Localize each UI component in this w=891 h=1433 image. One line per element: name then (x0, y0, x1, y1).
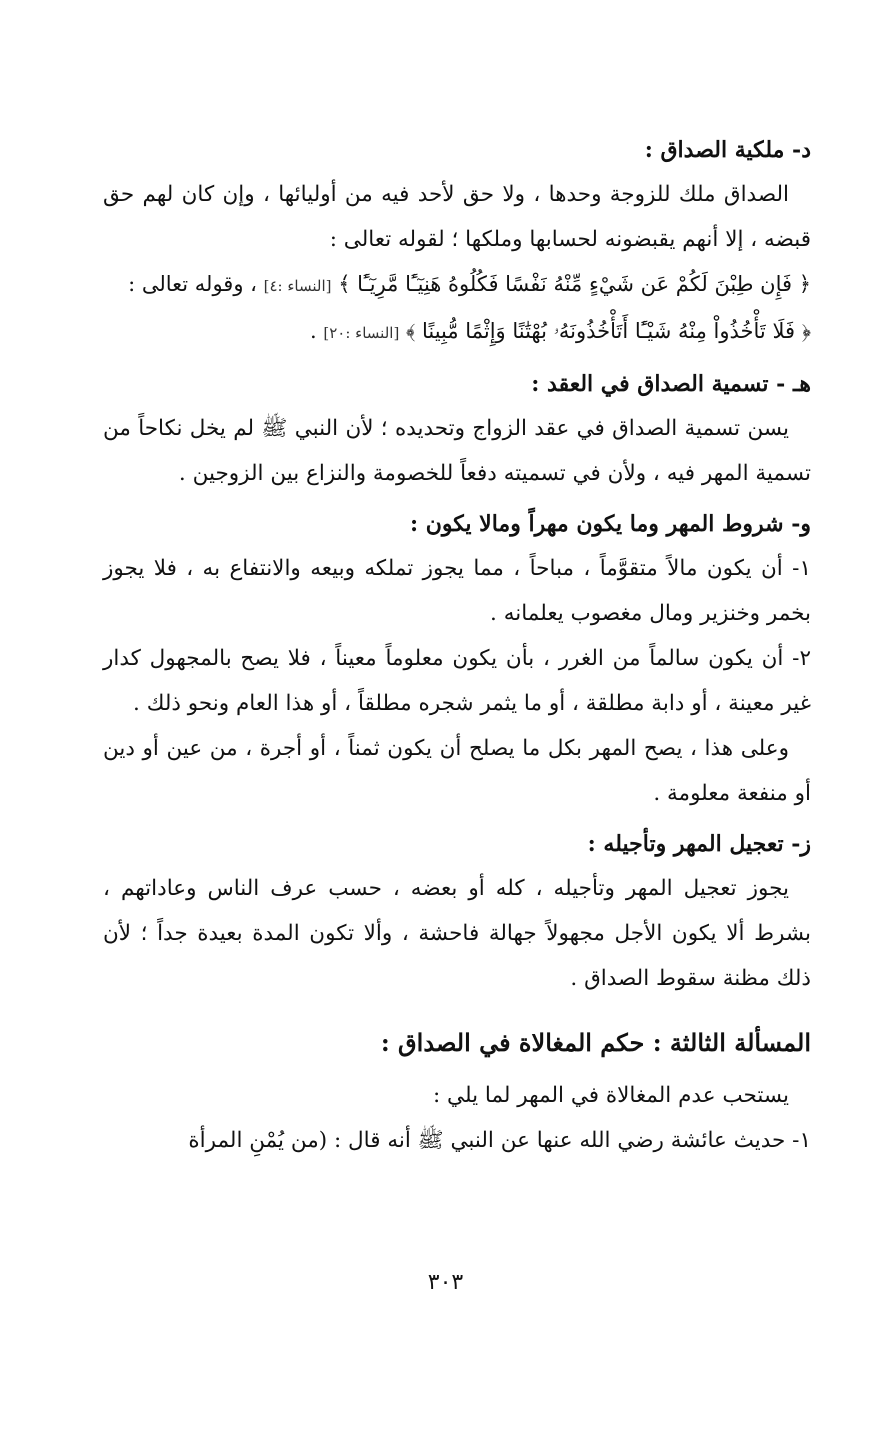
verse-citation-2: [النساء :٢٠] (323, 324, 400, 342)
page-body (103, 128, 811, 1163)
paragraph-dowry-ownership: الصداق ملك للزوجة وحدها ، ولا حق لأحد فيه من أوليائها ، وإن كان لهم حق قبضه ، إلا أنهم يقبضونه لحسابها وملكها ؛ لقوله تعالى : (103, 182, 811, 252)
hadith-item-1: ١- حديث عائشة رضي الله عنها عن النبي ﷺ أنه قال : (من يُمْنِ المرأة (188, 1128, 811, 1153)
section-heading-z: ز- تعجيل المهر وتأجيله : (587, 831, 811, 857)
page-number: ٣٠٣ (427, 1270, 464, 1295)
section-heading-d: د- ملكية الصداق : (644, 137, 811, 163)
condition-item-2: ٢- أن يكون سالماً من الغرر ، بأن يكون معلوماً معيناً ، فلا يصح بالمجهول كدار غير معينة ، أو دابة مطلقة ، أو ما يثمر شجره مطلقاً ، أو هذا العام ونحو ذلك . (103, 646, 811, 716)
quran-verse-1: ﴿ فَإِن طِبْنَ لَكُمْ عَن شَيْءٍ مِّنْهُ نَفْسًا فَكُلُوهُ هَنِيٓـًٔا مَّرِيٓـًٔا ﴾ (338, 272, 811, 296)
issue-three-intro: يستحب عدم المغالاة في المهر لما يلي : (432, 1083, 789, 1108)
issue-three-title: المسألة الثالثة : حكم المغالاة في الصداق : (380, 1028, 811, 1057)
paragraph-naming-dowry: يسن تسمية الصداق في عقد الزواج وتحديده ؛ لأن النبي ﷺ لم يخل نكاحاً من تسمية المهر فيه ، ولأن في تسميته دفعاً للخصومة والنزاع بين الزوجين . (103, 416, 811, 486)
section-heading-w: و- شروط المهر وما يكون مهراً ومالا يكون : (409, 511, 811, 537)
quran-verse-line-2 (103, 309, 811, 356)
verse-citation-1: [النساء :٤] (263, 277, 332, 295)
paragraph-deferral: يجوز تعجيل المهر وتأجيله ، كله أو بعضه ، حسب عرف الناس وعاداتهم ، بشرط ألا يكون الأجل مجهولاً جهالة فاحشة ، وألا تكون المدة بعيدة جداً ؛ لأن ذلك مظنة سقوط الصداق . (103, 876, 811, 991)
verse-connector: ، وقوله تعالى : (128, 272, 257, 296)
section-heading-h: هـ - تسمية الصداق في العقد : (531, 371, 811, 397)
condition-item-1: ١- أن يكون مالاً متقوَّماً ، مباحاً ، مما يجوز تملكه وبيعه والانتفاع به ، فلا يجوز بخمر وخنزير ومال مغصوب يعلمانه . (103, 556, 811, 626)
paragraph-valid-dowry: وعلى هذا ، يصح المهر بكل ما يصلح أن يكون ثمناً ، أو أجرة ، من عين أو دين أو منفعة معلومة . (103, 736, 811, 806)
quran-verse-line-1 (103, 262, 811, 309)
verse-end-mark: . (310, 319, 317, 343)
quran-verse-2: ﴿ فَلَا تَأْخُذُواْ مِنْهُ شَيْـًٔا أَتَأْخُذُونَهُۥ بُهْتَٰنًا وَإِثْمًا مُّبِينًا ﴾ (406, 319, 811, 343)
